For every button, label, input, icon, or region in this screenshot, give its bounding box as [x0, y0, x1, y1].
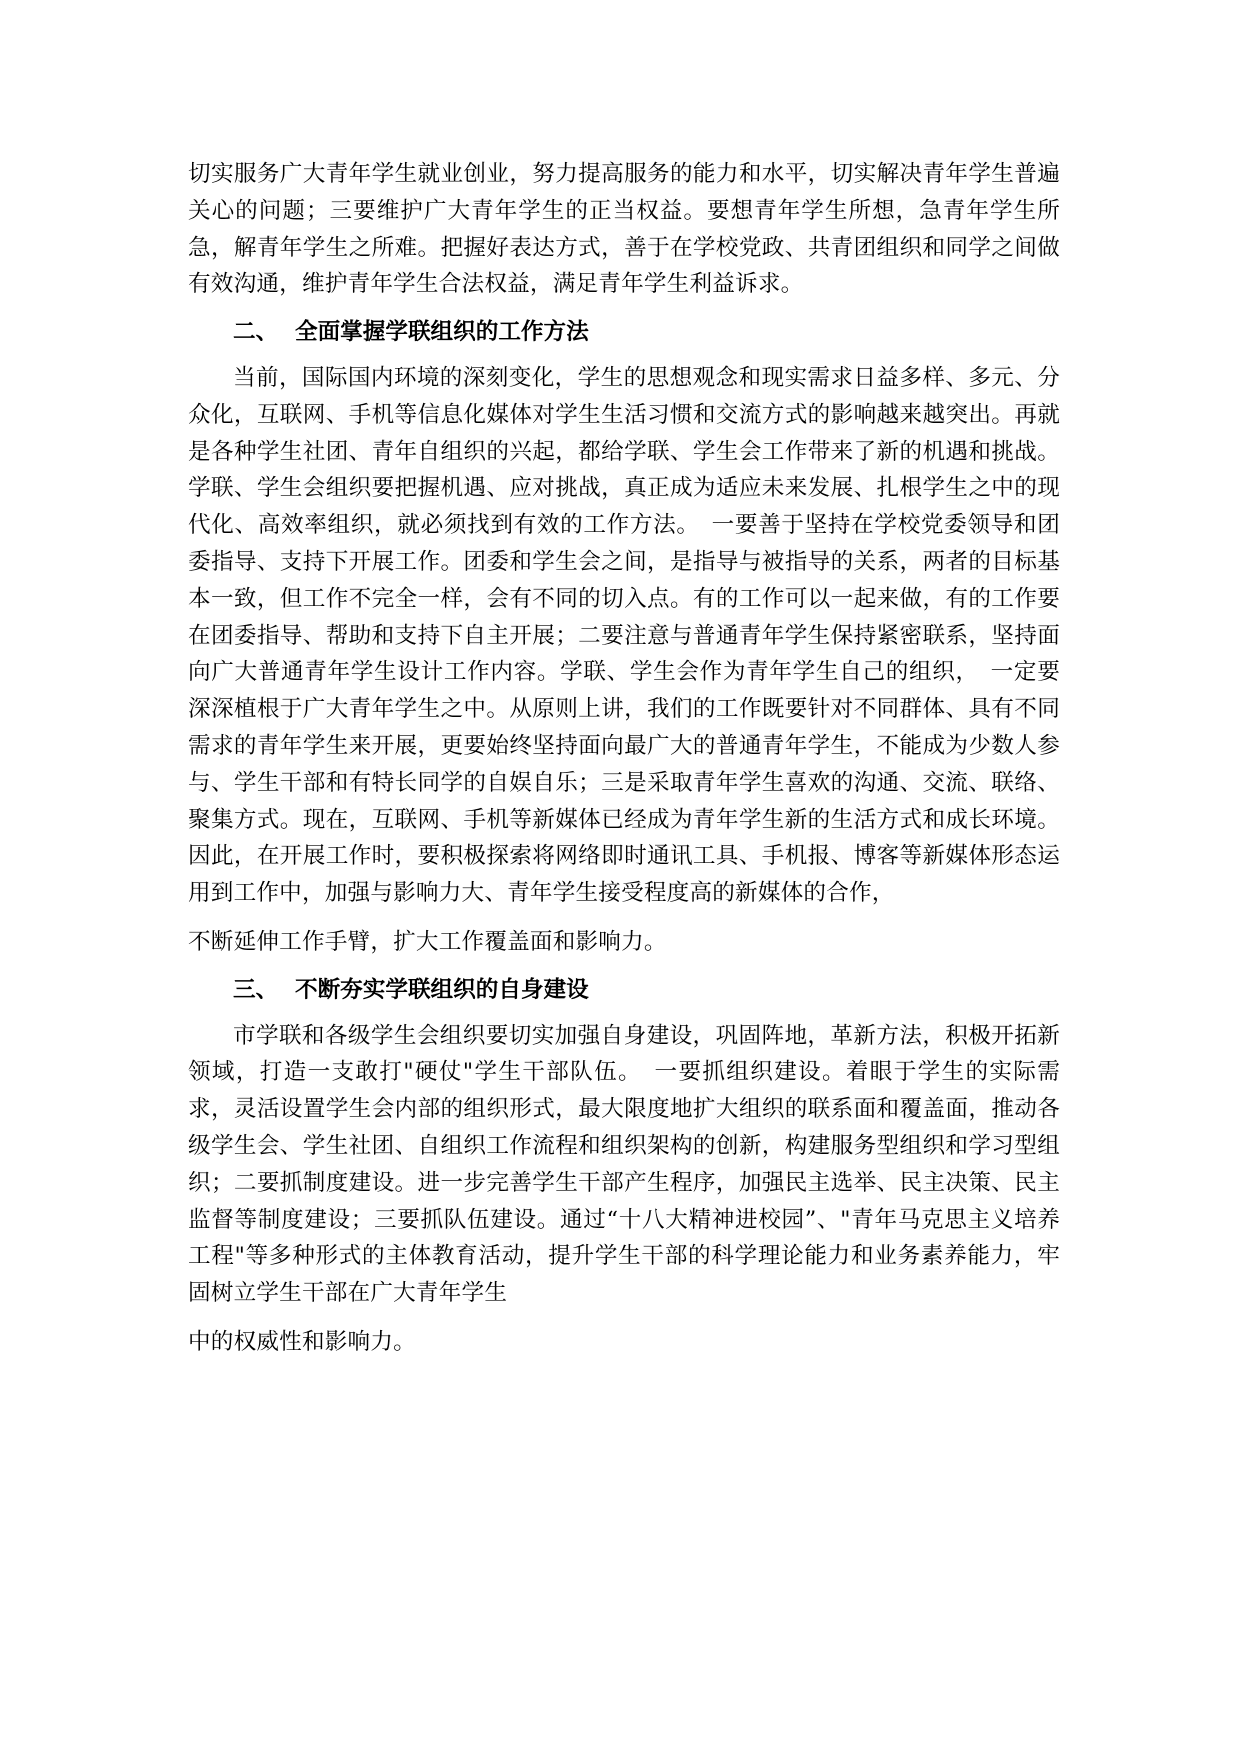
paragraph-self-building: 市学联和各级学生会组织要切实加强自身建设，巩固阵地，革新方法，积极开拓新领域，打造一支敢打"硬仗"学生干部队伍。 一要抓组织建设。着眼于学生的实际需求，灵活设置学生会内部的组织形式，最大限度地扩大组织的联系面和覆盖面，推动各级学生会、学生社团、自组织工作流程和组织架构的创新，构建服务型组织和学习型组织；二要抓制度建设。进一步完善学生干部产生程序，加强民主选举、民主决策、民主监督等制度建设；三要抓队伍建设。通过“十八大精神进校园”、"青年马克思主义培养工程"等多种形式的主体教育活动，提升学生干部的科学理论能力和业务素养能力，牢固树立学生干部在广大青年学生	[188, 1022, 1060, 1307]
paragraph-work-methods-tail: 不断延伸工作手臂，扩大工作覆盖面和影响力。	[188, 928, 667, 955]
spacer	[188, 303, 1060, 314]
section-title: 不断夯实学联组织的自身建设	[295, 976, 589, 1003]
section-number: 二、	[233, 319, 279, 346]
section-heading-self-building	[188, 972, 1060, 1009]
paragraph-service-rights: 切实服务广大青年学生就业创业，努力提高服务的能力和水平，切实解决青年学生普遍关心的问题；三要维护广大青年学生的正当权益。要想青年学生所想，急青年学生所急，解青年学生之所难。把握好表达方式，善于在学校党政、共青团组织和同学之间做有效沟通，维护青年学生合法权益，满足青年学生利益诉求。	[188, 161, 1060, 298]
spacer	[188, 961, 1060, 972]
section-number: 三、	[233, 976, 279, 1003]
spacer	[188, 1312, 1060, 1324]
spacer	[188, 351, 1060, 360]
spacer	[188, 1009, 1060, 1018]
document-page	[188, 156, 1060, 1361]
paragraph-work-methods: 当前，国际国内环境的深刻变化，学生的思想观念和现实需求日益多样、多元、分众化，互联网、手机等信息化媒体对学生生活习惯和交流方式的影响越来越突出。再就是各种学生社团、青年自组织的兴起，都给学联、学生会工作带来了新的机遇和挑战。学联、学生会组织要把握机遇、应对挑战，真正成为适应未来发展、扎根学生之中的现代化、高效率组织，就必须找到有效的工作方法。 一要善于坚持在学校党委领导和团委指导、支持下开展工作。团委和学生会之间，是指导与被指导的关系，两者的目标基本一致，但工作不完全一样，会有不同的切入点。有的工作可以一起来做，有的工作要在团委指导、帮助和支持下自主开展；二要注意与普通青年学生保持紧密联系，坚持面向广大普通青年学生设计工作内容。学联、学生会作为青年学生自己的组织， 一定要深深植根于广大青年学生之中。从原则上讲，我们的工作既要针对不同群体、具有不同需求的青年学生来开展，更要始终坚持面向最广大的普通青年学生，不能成为少数人参与、学生干部和有特长同学的自娱自乐；三是采取青年学生喜欢的沟通、交流、联络、聚集方式。现在，互联网、手机等新媒体已经成为青年学生新的生活方式和成长环境。因此，在开展工作时，要积极探索将网络即时通讯工具、手机报、博客等新媒体形态运用到工作中，加强与影响力大、青年学生接受程度高的新媒体的合作，	[188, 364, 1060, 907]
spacer	[188, 912, 1060, 924]
section-heading-work-methods	[188, 314, 1060, 351]
section-title: 全面掌握学联组织的工作方法	[295, 319, 589, 346]
paragraph-self-building-tail: 中的权威性和影响力。	[188, 1328, 416, 1355]
